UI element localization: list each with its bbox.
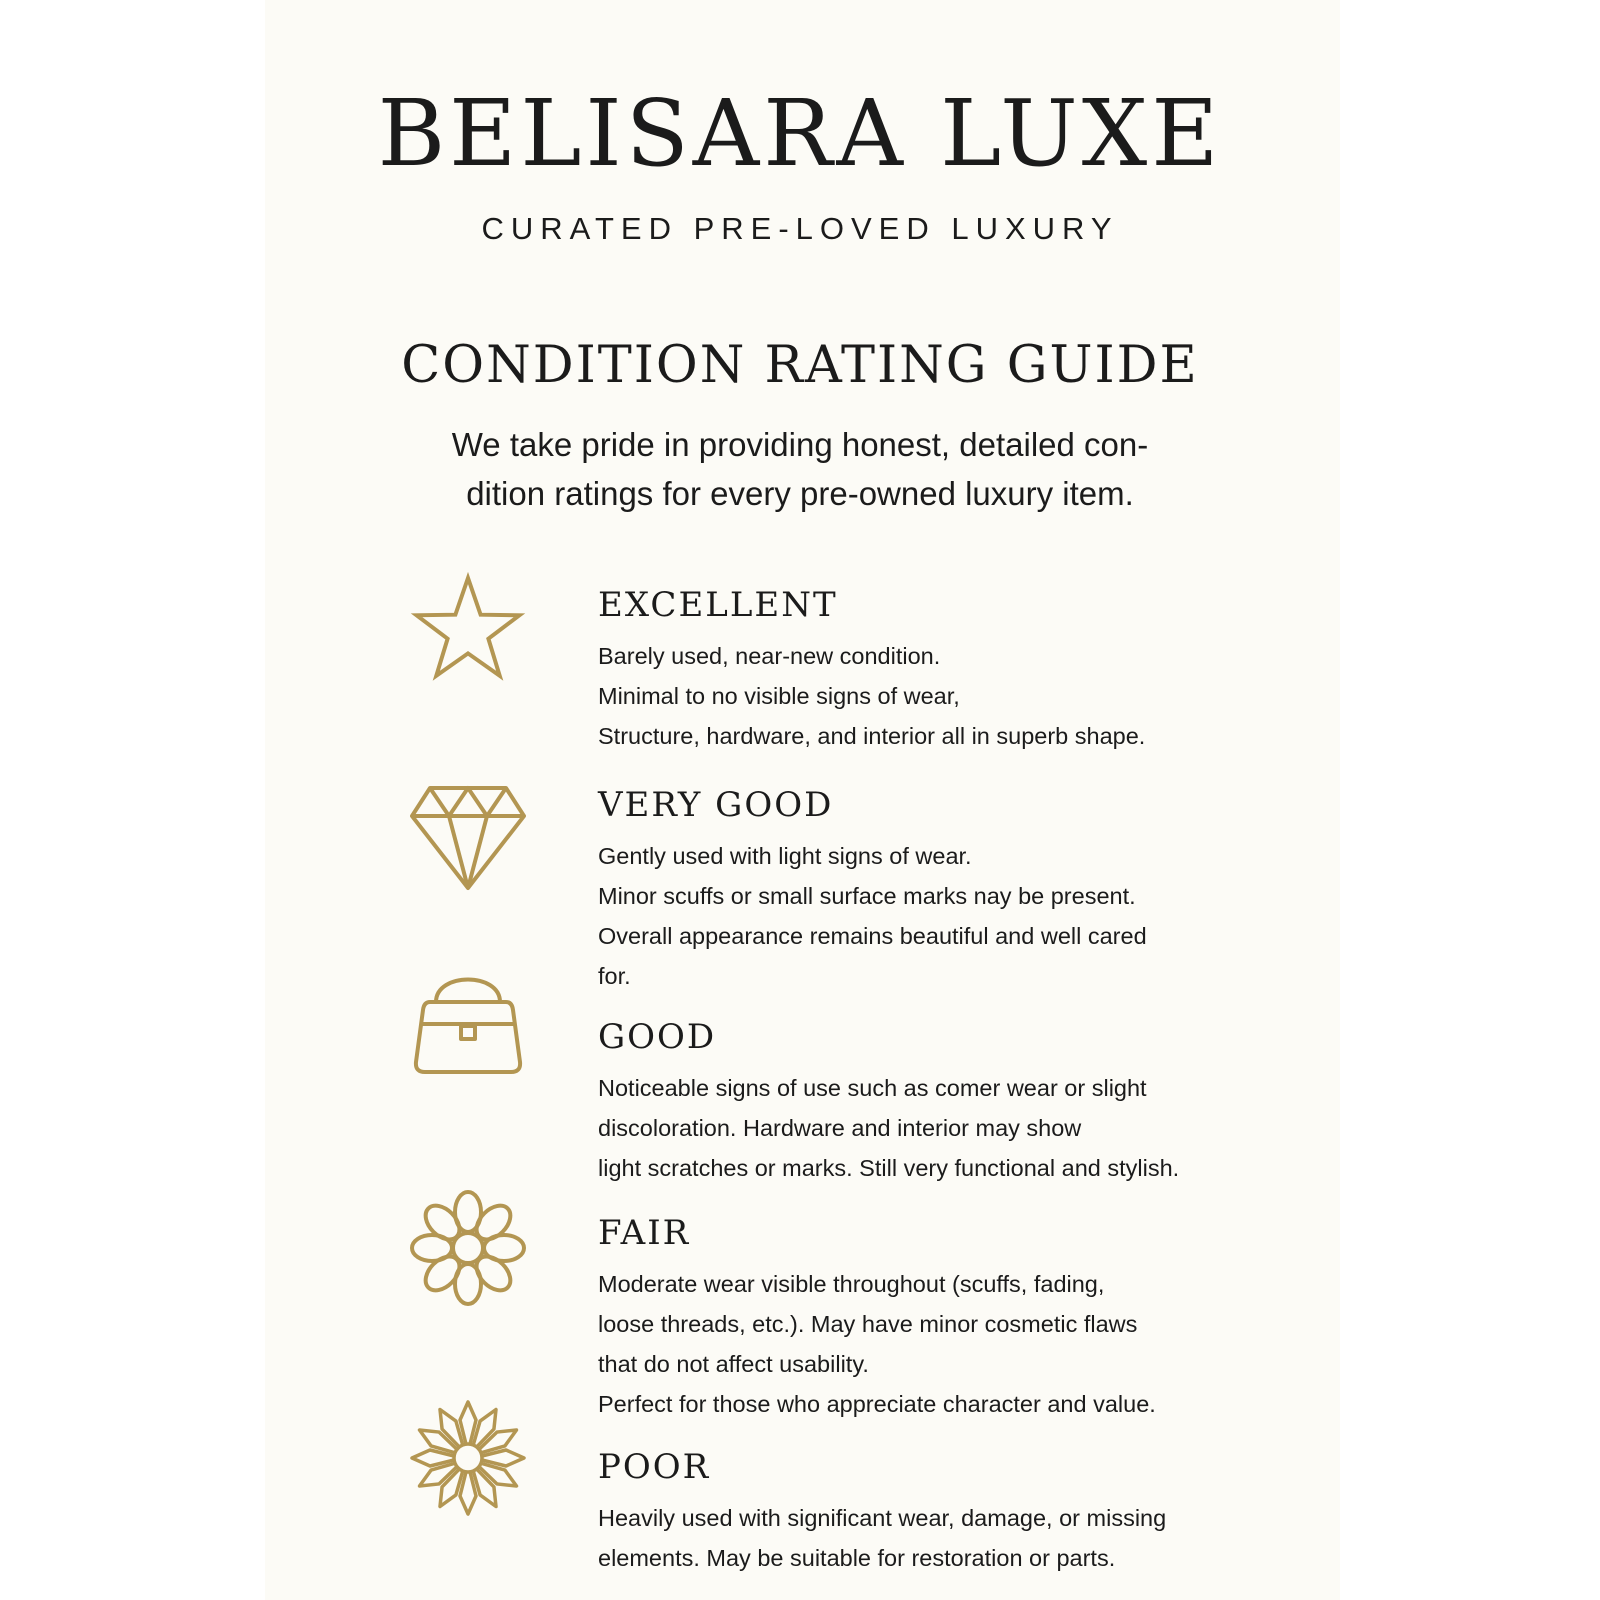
rating-line: Perfect for those who appreciate character and value. — [598, 1391, 1156, 1417]
rating-name: FAIR — [598, 1213, 691, 1253]
intro-line: dition ratings for every pre-owned luxury item. — [466, 475, 1134, 512]
flower-icon — [398, 1178, 538, 1318]
rating-name: GOOD — [598, 1017, 717, 1057]
rating-line: loose threads, etc.). May have minor cosmetic flaws — [598, 1311, 1138, 1337]
rating-good — [598, 1017, 1298, 1188]
rating-line: Minor scuffs or small surface marks nay be present. — [598, 883, 1136, 909]
brand-tagline: CURATED PRE-LOVED LUXURY — [481, 211, 1119, 246]
sunflower-icon — [398, 1388, 538, 1528]
rating-line: that do not affect usability. — [598, 1351, 869, 1377]
rating-description — [598, 1264, 1298, 1424]
rating-line: discoloration. Hardware and interior may show — [598, 1115, 1082, 1141]
rating-line: light scratches or marks. Still very functional and stylish. — [598, 1155, 1180, 1181]
guide-title: CONDITION RATING GUIDE — [401, 336, 1199, 395]
rating-description — [598, 1498, 1298, 1578]
rating-very-good — [598, 785, 1298, 996]
rating-line: for. — [598, 963, 631, 989]
rating-excellent — [598, 585, 1298, 756]
rating-line: elements. May be suitable for restoration or parts. — [598, 1545, 1116, 1571]
rating-line: Gently used with light signs of wear. — [598, 843, 972, 869]
rating-line: Noticeable signs of use such as comer wear or slight — [598, 1075, 1147, 1101]
rating-description — [598, 836, 1298, 996]
rating-name: EXCELLENT — [598, 585, 838, 625]
handbag-icon — [398, 958, 538, 1098]
star-icon — [398, 562, 538, 702]
rating-line: Overall appearance remains beautiful and well cared — [598, 923, 1147, 949]
diamond-icon — [398, 770, 538, 910]
rating-fair — [598, 1213, 1298, 1424]
rating-name: POOR — [598, 1447, 711, 1487]
rating-poor — [598, 1447, 1298, 1578]
rating-line: Heavily used with significant wear, damage, or missing — [598, 1505, 1167, 1531]
rating-line: Barely used, near-new condition. — [598, 643, 941, 669]
rating-line: Structure, hardware, and interior all in superb shape. — [598, 723, 1146, 749]
rating-line: Moderate wear visible throughout (scuffs, fading, — [598, 1271, 1105, 1297]
rating-description — [598, 636, 1298, 756]
rating-name: VERY GOOD — [598, 785, 834, 825]
intro-line: We take pride in providing honest, detailed con- — [451, 426, 1149, 463]
rating-description — [598, 1068, 1298, 1188]
brand-title: BELISARA LUXE — [377, 80, 1223, 187]
guide-intro — [380, 420, 1220, 518]
rating-line: Minimal to no visible signs of wear, — [598, 683, 960, 709]
